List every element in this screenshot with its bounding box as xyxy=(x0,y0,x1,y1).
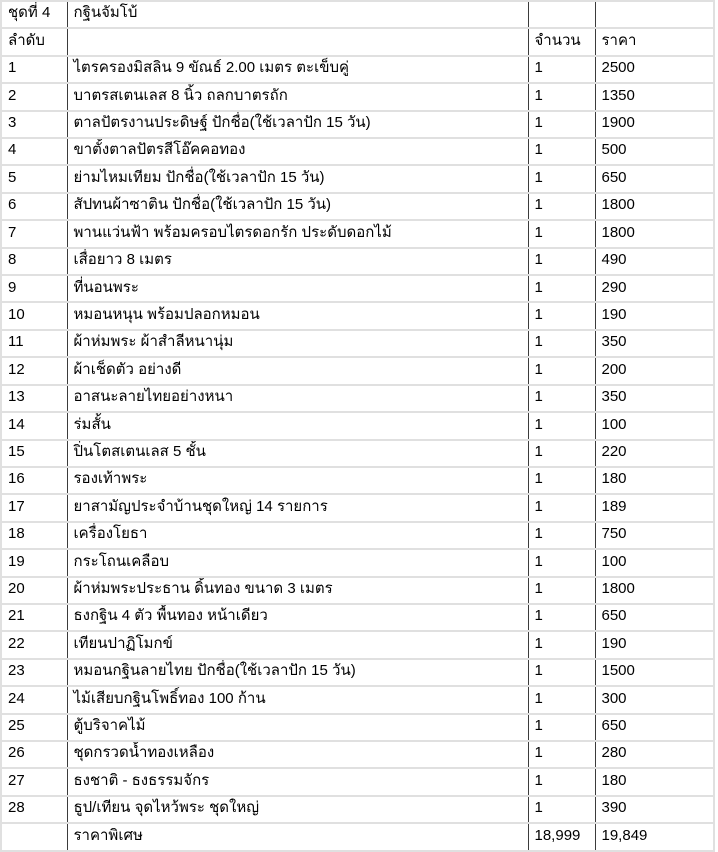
column-header-qty: จำนวน xyxy=(528,28,595,55)
item-qty-cell: 1 xyxy=(528,796,595,823)
item-qty-cell: 1 xyxy=(528,522,595,549)
item-qty-cell: 1 xyxy=(528,56,595,83)
item-desc-cell: ตู้บริจาคไม้ xyxy=(67,714,528,741)
item-desc-cell: อาสนะลายไทยอย่างหนา xyxy=(67,385,528,412)
item-no-cell: 9 xyxy=(1,275,67,302)
item-qty-cell: 1 xyxy=(528,604,595,631)
item-desc-cell: ผ้าเช็ดตัว อย่างดี xyxy=(67,357,528,384)
item-no-cell: 24 xyxy=(1,686,67,713)
item-price-cell: 220 xyxy=(595,440,714,467)
item-desc-cell: เสื่อยาว 8 เมตร xyxy=(67,248,528,275)
empty-cell xyxy=(528,1,595,28)
set-name-cell: กฐินจัมโบ้ xyxy=(67,1,528,28)
table-row xyxy=(1,138,714,165)
table-row xyxy=(1,631,714,658)
item-no-cell: 21 xyxy=(1,604,67,631)
item-qty-cell: 1 xyxy=(528,220,595,247)
table-row xyxy=(1,467,714,494)
item-qty-cell: 1 xyxy=(528,138,595,165)
item-price-cell: 280 xyxy=(595,741,714,768)
item-desc-cell: เครื่องโยธา xyxy=(67,522,528,549)
table-row xyxy=(1,768,714,795)
table-row xyxy=(1,659,714,686)
table-row xyxy=(1,577,714,604)
item-desc-cell: ตาลปัตรงานประดิษฐ์ ปักชื่อ(ใช้เวลาปัก 15 วัน) xyxy=(67,111,528,138)
table-row xyxy=(1,494,714,521)
item-no-cell: 17 xyxy=(1,494,67,521)
table-row xyxy=(1,248,714,275)
item-desc-cell: ร่มสั้น xyxy=(67,412,528,439)
item-no-cell: 4 xyxy=(1,138,67,165)
item-price-cell: 290 xyxy=(595,275,714,302)
table-row xyxy=(1,522,714,549)
item-price-cell: 390 xyxy=(595,796,714,823)
item-qty-cell: 1 xyxy=(528,275,595,302)
item-desc-cell: กระโถนเคลือบ xyxy=(67,549,528,576)
item-no-cell: 15 xyxy=(1,440,67,467)
item-desc-cell: พานแว่นฟ้า พร้อมครอบไตรดอกรัก ประดับดอกไม้ xyxy=(67,220,528,247)
item-qty-cell: 1 xyxy=(528,659,595,686)
item-no-cell: 25 xyxy=(1,714,67,741)
item-qty-cell: 1 xyxy=(528,741,595,768)
item-no-cell: 1 xyxy=(1,56,67,83)
item-qty-cell: 1 xyxy=(528,440,595,467)
item-qty-cell: 1 xyxy=(528,193,595,220)
item-desc-cell: บาตรสเตนเลส 8 นิ้ว ถลกบาตรถัก xyxy=(67,83,528,110)
item-qty-cell: 1 xyxy=(528,631,595,658)
item-no-cell: 28 xyxy=(1,796,67,823)
item-qty-cell: 1 xyxy=(528,385,595,412)
item-price-cell: 2500 xyxy=(595,56,714,83)
item-qty-cell: 1 xyxy=(528,83,595,110)
item-desc-cell: ชุดกรวดน้ำทองเหลือง xyxy=(67,741,528,768)
table-row xyxy=(1,686,714,713)
table-row xyxy=(1,83,714,110)
table-row xyxy=(1,412,714,439)
total-price-cell: 19,849 xyxy=(595,823,714,851)
item-price-cell: 1800 xyxy=(595,220,714,247)
item-no-cell: 18 xyxy=(1,522,67,549)
item-price-cell: 1800 xyxy=(595,577,714,604)
item-no-cell: 2 xyxy=(1,83,67,110)
item-qty-cell: 1 xyxy=(528,165,595,192)
item-price-cell: 490 xyxy=(595,248,714,275)
item-no-cell: 22 xyxy=(1,631,67,658)
item-price-cell: 750 xyxy=(595,522,714,549)
table-row xyxy=(1,714,714,741)
item-qty-cell: 1 xyxy=(528,467,595,494)
item-desc-cell: สัปทนผ้าซาติน ปักชื่อ(ใช้เวลาปัก 15 วัน) xyxy=(67,193,528,220)
item-no-cell: 6 xyxy=(1,193,67,220)
item-no-cell: 27 xyxy=(1,768,67,795)
table-row xyxy=(1,302,714,329)
item-price-cell: 1800 xyxy=(595,193,714,220)
item-no-cell: 13 xyxy=(1,385,67,412)
table-row xyxy=(1,56,714,83)
item-price-cell: 189 xyxy=(595,494,714,521)
item-qty-cell: 1 xyxy=(528,330,595,357)
item-desc-cell: ธงชาติ - ธงธรรมจักร xyxy=(67,768,528,795)
column-header-no: ลำดับ xyxy=(1,28,67,55)
table-row xyxy=(1,796,714,823)
table-row xyxy=(1,604,714,631)
item-qty-cell: 1 xyxy=(528,302,595,329)
item-desc-cell: ที่นอนพระ xyxy=(67,275,528,302)
item-qty-cell: 1 xyxy=(528,248,595,275)
item-desc-cell: ยาสามัญประจำบ้านชุดใหญ่ 14 รายการ xyxy=(67,494,528,521)
title-row xyxy=(1,1,714,28)
item-desc-cell: เทียนปาฏิโมกข์ xyxy=(67,631,528,658)
item-desc-cell: ธงกฐิน 4 ตัว พื้นทอง หน้าเดียว xyxy=(67,604,528,631)
item-desc-cell: ธูป/เทียน จุดไหว้พระ ชุดใหญ่ xyxy=(67,796,528,823)
item-no-cell: 19 xyxy=(1,549,67,576)
item-no-cell: 20 xyxy=(1,577,67,604)
empty-cell xyxy=(1,823,67,851)
item-no-cell: 23 xyxy=(1,659,67,686)
table-row xyxy=(1,549,714,576)
total-label-cell: ราคาพิเศษ xyxy=(67,823,528,851)
item-price-cell: 190 xyxy=(595,631,714,658)
item-price-cell: 1500 xyxy=(595,659,714,686)
table-row xyxy=(1,385,714,412)
item-no-cell: 11 xyxy=(1,330,67,357)
item-desc-cell: หมอนกฐินลายไทย ปักชื่อ(ใช้เวลาปัก 15 วัน) xyxy=(67,659,528,686)
item-price-cell: 650 xyxy=(595,604,714,631)
item-no-cell: 10 xyxy=(1,302,67,329)
item-price-cell: 100 xyxy=(595,549,714,576)
item-no-cell: 26 xyxy=(1,741,67,768)
item-price-cell: 190 xyxy=(595,302,714,329)
item-desc-cell: ผ้าห่มพระ ผ้าสำลีหนานุ่ม xyxy=(67,330,528,357)
item-no-cell: 12 xyxy=(1,357,67,384)
empty-cell xyxy=(595,1,714,28)
item-qty-cell: 1 xyxy=(528,577,595,604)
item-qty-cell: 1 xyxy=(528,686,595,713)
item-price-cell: 350 xyxy=(595,385,714,412)
item-desc-cell: ไตรครองมิสลิน 9 ขัณธ์ 2.00 เมตร ตะเข็บคู่ xyxy=(67,56,528,83)
item-price-cell: 650 xyxy=(595,165,714,192)
item-price-cell: 650 xyxy=(595,714,714,741)
item-desc-cell: ย่ามไหมเทียม ปักชื่อ(ใช้เวลาปัก 15 วัน) xyxy=(67,165,528,192)
table-row xyxy=(1,111,714,138)
item-desc-cell: ปิ่นโตสเตนเลส 5 ชั้น xyxy=(67,440,528,467)
item-qty-cell: 1 xyxy=(528,768,595,795)
item-no-cell: 7 xyxy=(1,220,67,247)
item-no-cell: 3 xyxy=(1,111,67,138)
table-row xyxy=(1,220,714,247)
table-row xyxy=(1,741,714,768)
total-row xyxy=(1,823,714,851)
item-qty-cell: 1 xyxy=(528,714,595,741)
item-qty-cell: 1 xyxy=(528,111,595,138)
item-price-cell: 1350 xyxy=(595,83,714,110)
table-row xyxy=(1,165,714,192)
item-desc-cell: หมอนหนุน พร้อมปลอกหมอน xyxy=(67,302,528,329)
table-row xyxy=(1,357,714,384)
item-no-cell: 5 xyxy=(1,165,67,192)
item-price-cell: 350 xyxy=(595,330,714,357)
item-price-cell: 180 xyxy=(595,467,714,494)
column-header-price: ราคา xyxy=(595,28,714,55)
table-row xyxy=(1,193,714,220)
item-qty-cell: 1 xyxy=(528,357,595,384)
total-qty-cell: 18,999 xyxy=(528,823,595,851)
column-header-desc xyxy=(67,28,528,55)
item-price-cell: 180 xyxy=(595,768,714,795)
set-number-cell: ชุดที่ 4 xyxy=(1,1,67,28)
item-price-cell: 200 xyxy=(595,357,714,384)
table-row xyxy=(1,275,714,302)
item-desc-cell: ไม้เสียบกฐินโพธิ์ทอง 100 ก้าน xyxy=(67,686,528,713)
item-price-cell: 500 xyxy=(595,138,714,165)
item-no-cell: 14 xyxy=(1,412,67,439)
item-price-cell: 300 xyxy=(595,686,714,713)
item-qty-cell: 1 xyxy=(528,494,595,521)
item-price-cell: 100 xyxy=(595,412,714,439)
item-desc-cell: ขาตั้งตาลปัตรสีโอ๊คคอทอง xyxy=(67,138,528,165)
column-header-row xyxy=(1,28,714,55)
item-price-cell: 1900 xyxy=(595,111,714,138)
item-qty-cell: 1 xyxy=(528,412,595,439)
item-qty-cell: 1 xyxy=(528,549,595,576)
table-row xyxy=(1,330,714,357)
item-desc-cell: รองเท้าพระ xyxy=(67,467,528,494)
item-desc-cell: ผ้าห่มพระประธาน ดิ้นทอง ขนาด 3 เมตร xyxy=(67,577,528,604)
table-row xyxy=(1,440,714,467)
item-no-cell: 8 xyxy=(1,248,67,275)
item-no-cell: 16 xyxy=(1,467,67,494)
